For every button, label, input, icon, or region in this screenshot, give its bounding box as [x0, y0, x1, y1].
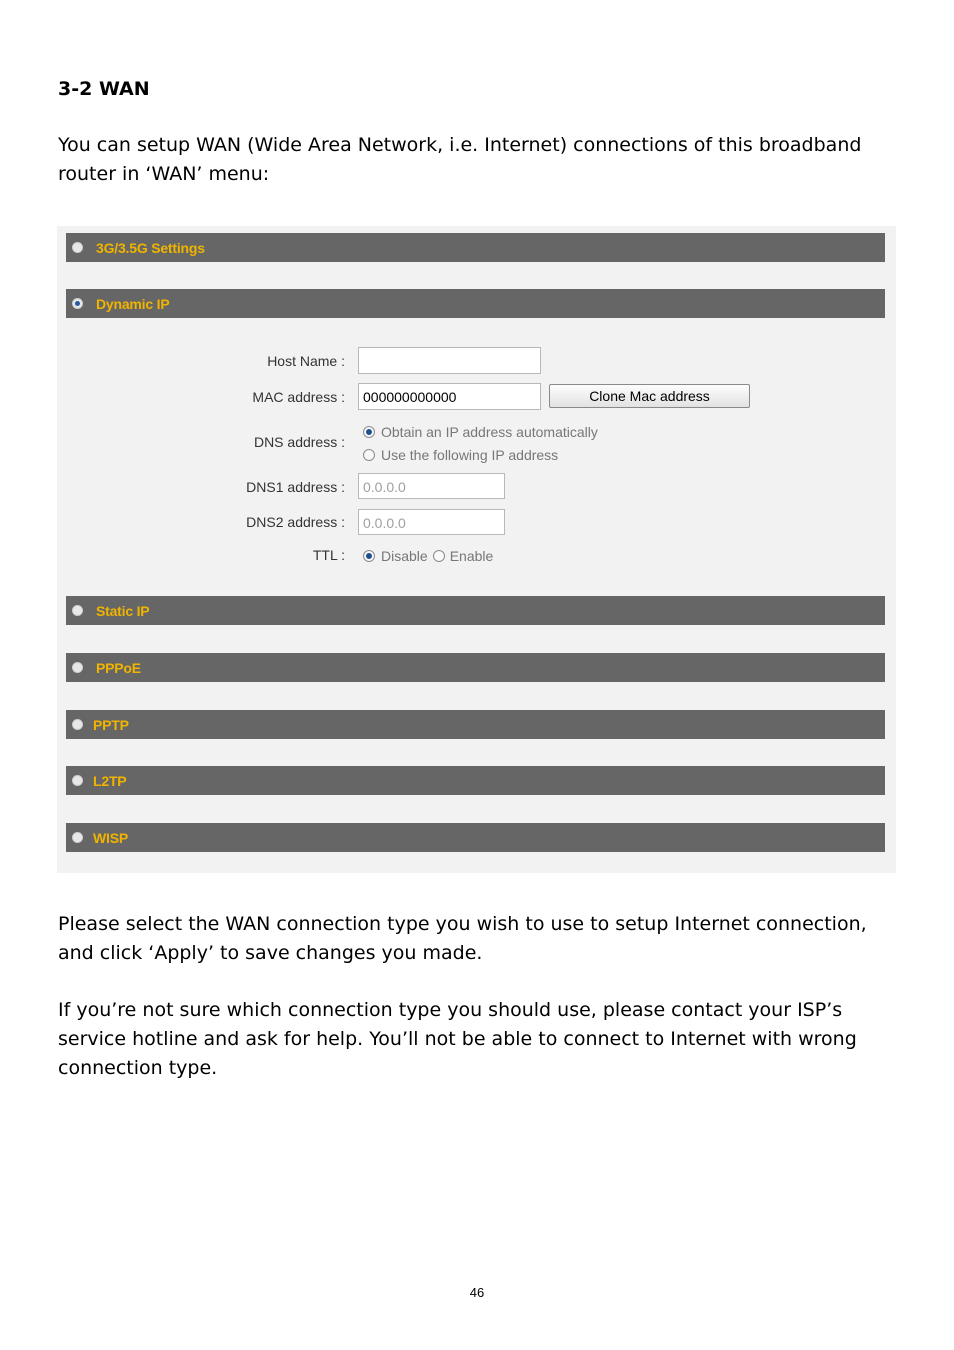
section-bar-wisp[interactable] — [66, 823, 885, 852]
section-bar-pptp[interactable] — [66, 710, 885, 739]
clone-mac-button[interactable]: Clone Mac address — [549, 384, 750, 408]
page-number: 46 — [469, 1285, 485, 1300]
section-bar-3g[interactable] — [66, 233, 885, 262]
section-title: PPPoE — [96, 659, 141, 676]
dns-auto-label: Obtain an IP address automatically — [381, 424, 598, 440]
radio-selected-icon[interactable] — [72, 298, 83, 309]
host-name-input[interactable] — [358, 347, 541, 374]
section-heading: 3-2 WAN — [58, 78, 150, 100]
radio-icon[interactable] — [72, 605, 83, 616]
instruction-paragraph: Please select the WAN connection type you wish to use to setup Internet connection, and click ‘Apply’ to save changes you made. — [58, 913, 867, 964]
ttl-disable-label[interactable]: Disable — [381, 548, 428, 564]
mac-address-label: MAC address : — [252, 389, 345, 405]
section-title: 3G/3.5G Settings — [96, 239, 205, 256]
section-bar-dynamic-ip[interactable] — [66, 289, 885, 318]
radio-icon[interactable] — [72, 662, 83, 673]
section-title: L2TP — [93, 772, 127, 789]
section-title: Static IP — [96, 602, 150, 619]
section-title: WISP — [93, 829, 128, 846]
dns1-address-input[interactable]: 0.0.0.0 — [358, 473, 505, 499]
host-name-label: Host Name : — [267, 353, 345, 369]
help-paragraph: If you’re not sure which connection type you should use, please contact your ISP’s service hotline and ask for help. You’ll not be able to connect to Internet with wrong connection type. — [58, 999, 857, 1079]
ttl-enable-label[interactable]: Enable — [449, 548, 494, 564]
ttl-label: TTL : — [312, 547, 345, 563]
dns-manual-option[interactable] — [363, 447, 558, 463]
radio-icon[interactable] — [72, 242, 83, 253]
dns2-address-label: DNS2 address : — [246, 514, 345, 530]
ttl-options — [363, 548, 493, 564]
radio-icon[interactable] — [72, 719, 83, 730]
section-bar-l2tp[interactable] — [66, 766, 885, 795]
dns-auto-option[interactable] — [363, 424, 598, 440]
radio-selected-icon[interactable] — [363, 550, 375, 562]
mac-address-input[interactable]: 000000000000 — [358, 383, 541, 410]
dns-manual-label: Use the following IP address — [381, 447, 559, 463]
intro-paragraph: You can setup WAN (Wide Area Network, i.e. Internet) connections of this broadband router in ‘WAN’ menu: — [58, 134, 862, 185]
dns1-address-label: DNS1 address : — [246, 479, 345, 495]
radio-icon[interactable] — [72, 832, 83, 843]
section-title: Dynamic IP — [96, 295, 170, 312]
radio-icon[interactable] — [433, 550, 445, 562]
radio-icon[interactable] — [72, 775, 83, 786]
wan-settings-panel — [57, 226, 896, 873]
section-bar-pppoe[interactable] — [66, 653, 885, 682]
section-bar-static-ip[interactable] — [66, 596, 885, 625]
dns-address-label: DNS address : — [253, 434, 345, 450]
dns2-address-input[interactable]: 0.0.0.0 — [358, 509, 505, 535]
radio-selected-icon[interactable] — [363, 426, 375, 438]
radio-icon[interactable] — [363, 449, 375, 461]
section-title: PPTP — [93, 716, 129, 733]
